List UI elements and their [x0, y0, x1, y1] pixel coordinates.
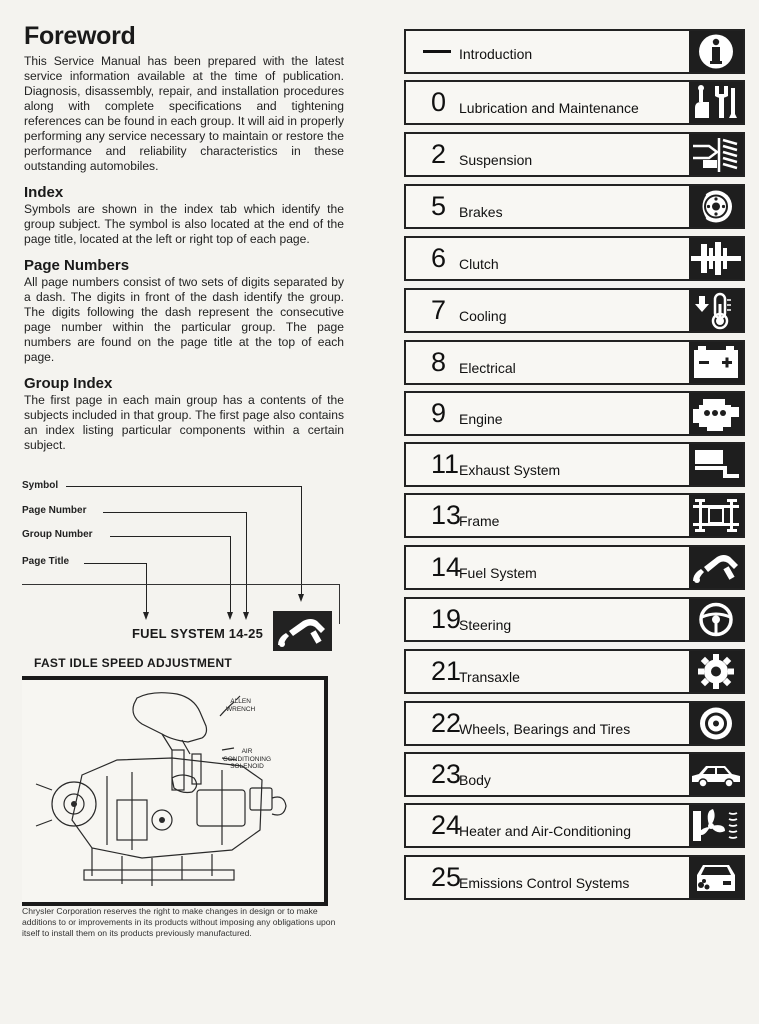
clutch-icon: [689, 238, 743, 279]
tab-label: Heater and Air-Conditioning: [459, 823, 631, 839]
carburetor-drawing: [22, 680, 320, 894]
battery-icon: [689, 342, 743, 383]
tab-emissions-control-systems[interactable]: [404, 855, 745, 900]
exhaust-pipe-icon: [689, 444, 743, 485]
wheel-icon: [689, 703, 743, 744]
tab-suspension[interactable]: [404, 132, 745, 177]
car-icon: [689, 754, 743, 795]
tab-label: Brakes: [459, 204, 503, 220]
carburetor-illustration: [22, 676, 328, 906]
tab-number: 25: [431, 862, 462, 892]
tab-number: 9: [431, 398, 447, 428]
tab-number: 19: [431, 604, 462, 634]
fuel-nozzle-icon: [689, 547, 743, 588]
tab-steering[interactable]: [404, 597, 745, 642]
tab-frame[interactable]: [404, 493, 745, 538]
spring-icon: [689, 134, 743, 175]
tab-number: 11: [431, 449, 460, 479]
emissions-car-icon: [689, 857, 743, 898]
tab-number: 6: [431, 243, 447, 273]
group-index-heading: Group Index: [24, 375, 113, 392]
tab-label: Electrical: [459, 360, 516, 376]
label-conditioning: CONDITIONING: [223, 755, 272, 763]
tab-exhaust-system[interactable]: [404, 442, 745, 487]
foreword-text: This Service Manual has been prepared with the latest service information available at the time of publication. Diagnosis, disassembly, repair, and installation procedures along with complete specifications and tightening references can be found in each group. It will aid in properly performing any service necessary to maintain or restore the performance and reliability characteristics in these outstanding automobiles.: [24, 54, 345, 173]
legend-page-title: Page Title: [22, 556, 70, 567]
tab-heater-air-conditioning[interactable]: [404, 803, 745, 848]
disclaimer-text: Chrysler Corporation reserves the right to make changes in design or to make additions to or improvements in its products without imposing any obligations upon itself to install them on its products previously manufactured.: [22, 906, 336, 938]
tab-number: 24: [431, 810, 462, 840]
legend-group-number: Group Number: [22, 529, 93, 540]
tab-number: 23: [431, 759, 462, 789]
tab-electrical[interactable]: [404, 340, 745, 385]
tab-fuel-system[interactable]: [404, 545, 745, 590]
tab-body[interactable]: [404, 752, 745, 797]
tab-label: Engine: [459, 411, 503, 427]
oil-can-wrench-icon: [689, 82, 743, 123]
thermometer-icon: [689, 290, 743, 331]
tab-number: 22: [431, 708, 462, 738]
tab-label: Introduction: [459, 46, 533, 62]
tab-wheels-bearings-tires[interactable]: [404, 701, 745, 746]
tab-number: 8: [431, 347, 447, 377]
tab-label: Exhaust System: [459, 462, 561, 478]
tab-label: Steering: [459, 617, 512, 633]
legend-page-number: Page Number: [22, 505, 87, 516]
tab-number: 7: [431, 295, 447, 325]
index-text: Symbols are shown in the index tab which identify the group subject. The symbol is also located at the end of the page title, located at the left or right top of each page.: [24, 202, 344, 246]
info-icon: [689, 31, 743, 72]
tab-number: 21: [431, 656, 462, 686]
tab-lubrication-maintenance[interactable]: [404, 80, 745, 125]
tab-dash: [423, 50, 451, 53]
page-numbers-heading: Page Numbers: [24, 257, 130, 274]
legend-symbol: Symbol: [22, 480, 59, 491]
tab-clutch[interactable]: [404, 236, 745, 281]
label-allen: ALLEN: [230, 698, 251, 705]
symbol-leader-line: [66, 486, 302, 487]
brake-disc-icon: [689, 186, 743, 227]
sample-page-title: FUEL SYSTEM 14-25: [132, 626, 264, 641]
tab-label: Suspension: [459, 152, 533, 168]
foreword-column: [24, 22, 344, 453]
tab-introduction[interactable]: [404, 29, 745, 74]
page-number-leader-line: [103, 512, 247, 513]
tab-number: 14: [431, 552, 462, 582]
tab-number: 13: [431, 500, 462, 530]
frame-icon: [689, 495, 743, 536]
tab-number: 2: [431, 139, 447, 169]
tab-label: Cooling: [459, 308, 507, 324]
tab-label: Emissions Control Systems: [459, 875, 630, 891]
tab-label: Body: [459, 772, 491, 788]
tab-label: Clutch: [459, 256, 499, 272]
tab-label: Transaxle: [459, 669, 520, 685]
tab-number: 5: [431, 191, 447, 221]
page-title: Foreword: [24, 22, 136, 50]
symbol-leader-line-vertical: [301, 486, 302, 598]
sample-page: [22, 584, 342, 902]
label-solenoid: SOLENOID: [230, 763, 264, 770]
group-number-leader-line: [110, 536, 231, 537]
figure-title: FAST IDLE SPEED ADJUSTMENT: [34, 656, 233, 670]
gear-icon: [689, 651, 743, 692]
label-wrench: WRENCH: [226, 705, 256, 713]
fan-icon: [689, 805, 743, 846]
page-numbers-text: All page numbers consist of two sets of digits separated by a dash. The digits in front of the dash identify the group. The digits following the dash represent the consecutive page number within the particular group. The page numbers are found on the page title at the top of each page.: [24, 275, 344, 364]
tab-label: Lubrication and Maintenance: [459, 100, 639, 116]
fuel-nozzle-icon: [273, 611, 332, 651]
tab-transaxle[interactable]: [404, 649, 745, 694]
engine-icon: [689, 393, 743, 434]
label-air: AIR: [241, 748, 253, 755]
tab-label: Fuel System: [459, 565, 537, 581]
tab-cooling[interactable]: [404, 288, 745, 333]
tab-brakes[interactable]: [404, 184, 745, 229]
index-heading: Index: [24, 184, 64, 201]
tab-number: 0: [431, 87, 447, 117]
tab-label: Frame: [459, 513, 500, 529]
page-title-leader-line: [84, 563, 147, 564]
tab-label: Wheels, Bearings and Tires: [459, 721, 631, 737]
tab-engine[interactable]: [404, 391, 745, 436]
steering-wheel-icon: [689, 599, 743, 640]
group-index-text: The first page in each main group has a contents of the subjects included in that group. The first page also contains an index listing particular components within a certain subject.: [24, 393, 344, 452]
